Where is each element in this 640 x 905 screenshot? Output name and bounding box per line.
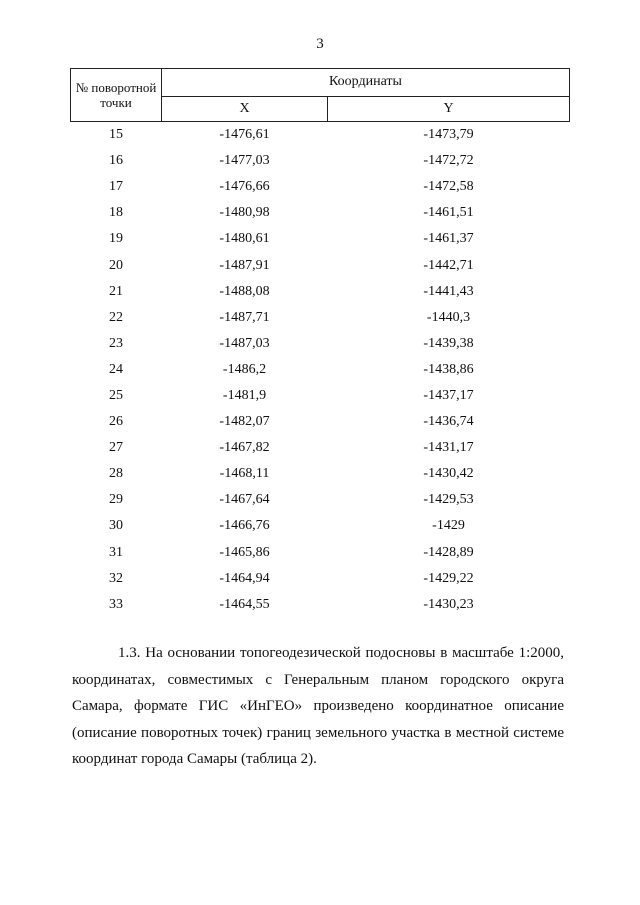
x-coordinate-cell: -1476,61 [219,127,270,143]
point-number-cell: 19 [109,231,123,247]
y-coordinate-cell: -1442,71 [423,257,474,273]
point-number-cell: 18 [109,205,123,221]
header-coordinates: Координаты [162,69,570,97]
table-row [71,461,570,487]
point-number-cell: 30 [109,518,123,534]
point-number-cell: 24 [109,361,123,377]
table-row [71,305,570,331]
table-row [71,409,570,435]
y-coordinate-cell: -1436,74 [423,414,474,430]
point-number-cell: 20 [109,257,123,273]
y-coordinate-cell: -1472,58 [423,179,474,195]
y-coordinate-cell: -1430,42 [423,466,474,482]
y-coordinate-cell: -1473,79 [423,127,474,143]
x-coordinate-cell: -1486,2 [222,361,267,377]
point-number-cell: 33 [109,596,123,612]
header-point-number: № поворотной точки [71,69,162,122]
point-number-cell: 32 [109,570,123,586]
table-row [71,487,570,513]
x-coordinate-cell: -1464,94 [219,570,270,586]
x-coordinate-cell: -1466,76 [219,518,270,534]
x-coordinate-cell: -1467,82 [219,440,270,456]
table-row [71,122,570,149]
y-coordinate-cell: -1440,3 [426,309,471,325]
y-coordinate-cell: -1461,51 [423,205,474,221]
table-row [71,279,570,305]
y-coordinate-cell: -1430,23 [423,596,474,612]
y-coordinate-cell: -1438,86 [423,361,474,377]
x-coordinate-cell: -1487,03 [219,335,270,351]
point-number-cell: 15 [109,127,123,143]
point-number-cell: 23 [109,335,123,351]
point-number-cell: 27 [109,440,123,456]
x-coordinate-cell: -1487,71 [219,309,270,325]
table-body [71,122,570,618]
header-y: Y [328,96,570,121]
table-row [71,200,570,226]
table-row [71,357,570,383]
y-coordinate-cell: -1437,17 [423,387,474,403]
y-coordinate-cell: -1429,53 [423,492,474,508]
y-coordinate-cell: -1428,89 [423,544,474,560]
y-coordinate-cell: -1429,22 [423,570,474,586]
y-coordinate-cell: -1472,72 [423,153,474,169]
point-number-cell: 31 [109,544,123,560]
y-coordinate-cell: -1431,17 [423,440,474,456]
table-header-row [71,69,570,97]
page-number: 3 [316,36,324,52]
point-number-cell: 22 [109,309,123,325]
y-coordinate-cell: -1461,37 [423,231,474,247]
table-row [71,592,570,618]
table-row [71,174,570,200]
point-number-cell: 17 [109,179,123,195]
x-coordinate-cell: -1482,07 [219,414,270,430]
x-coordinate-cell: -1477,03 [219,153,270,169]
x-coordinate-cell: -1465,86 [219,544,270,560]
x-coordinate-cell: -1467,64 [219,492,270,508]
x-coordinate-cell: -1488,08 [219,283,270,299]
point-number-cell: 21 [109,283,123,299]
y-coordinate-cell: -1441,43 [423,283,474,299]
x-coordinate-cell: -1480,61 [219,231,270,247]
point-number-cell: 25 [109,387,123,403]
x-coordinate-cell: -1476,66 [219,179,270,195]
y-coordinate-cell: -1439,38 [423,335,474,351]
x-coordinate-cell: -1481,9 [222,387,267,403]
table-row [71,540,570,566]
point-number-cell: 29 [109,492,123,508]
point-number-cell: 28 [109,466,123,482]
table-row [71,148,570,174]
table-row [71,226,570,252]
table-row [71,566,570,592]
x-coordinate-cell: -1480,98 [219,205,270,221]
table-row [71,331,570,357]
x-coordinate-cell: -1464,55 [219,596,270,612]
point-number-cell: 16 [109,153,123,169]
body-paragraph: 1.3. На основании топогеодезической подосновы в масштабе 1:2000, координатах, совместимых с Генеральным планом городского округа Самара, формате ГИС «ИнГЕО» произведено координатное описание (описание поворотных точек) границ земельного участка в местной системе координат города Самары (таблица 2). [72,645,564,767]
header-x: X [162,96,328,121]
x-coordinate-cell: -1468,11 [219,466,270,482]
x-coordinate-cell: -1487,91 [219,257,270,273]
y-coordinate-cell: -1429 [432,518,465,534]
table-row [71,252,570,278]
coordinates-table [70,68,570,618]
table-row [71,383,570,409]
table-row [71,513,570,539]
table-row [71,435,570,461]
point-number-cell: 26 [109,414,123,430]
